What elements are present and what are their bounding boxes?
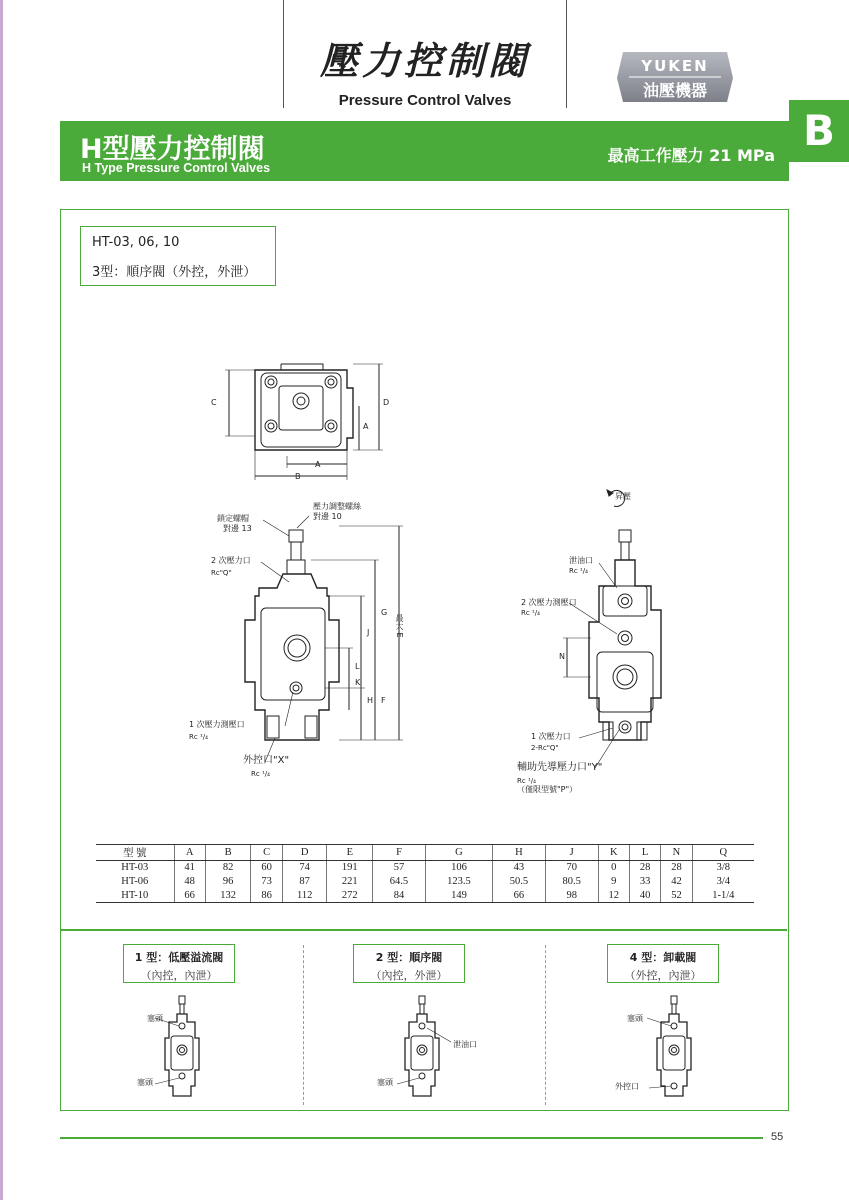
variant-drawings bbox=[61, 990, 790, 1105]
cell: 84 bbox=[373, 889, 426, 903]
adjust-screw-label: 壓力調整螺絲 bbox=[313, 502, 361, 511]
table-header-row bbox=[96, 845, 754, 861]
model-type: 3型：順序閥（外控，外泄） bbox=[92, 265, 257, 280]
aux-pilot-label: 輔助先導壓力口"Y" bbox=[517, 762, 603, 773]
cell: 9 bbox=[598, 875, 629, 889]
cell: 74 bbox=[282, 861, 327, 875]
valve-drawings bbox=[61, 210, 790, 830]
variant-box-type1 bbox=[123, 944, 235, 983]
cell: 112 bbox=[282, 889, 327, 903]
cell: 50.5 bbox=[493, 875, 546, 889]
dim-e-label: 最大 E bbox=[395, 614, 404, 638]
header-model: 型 號 bbox=[96, 845, 174, 861]
cell: 43 bbox=[493, 861, 546, 875]
dim-j-label: J bbox=[367, 628, 370, 637]
drain-port-label: 泄油口 bbox=[569, 556, 593, 565]
primary-port-label: 1 次壓力口 bbox=[531, 732, 571, 741]
cell: 1-1/4 bbox=[692, 889, 754, 903]
drain-thread-label: Rc ¹/₄ bbox=[569, 567, 588, 575]
secondary-gauge-thread-label: Rc ¹/₄ bbox=[521, 609, 540, 617]
cell: 66 bbox=[493, 889, 546, 903]
section-tab: B bbox=[789, 100, 849, 162]
main-panel bbox=[60, 209, 789, 1111]
cell: 96 bbox=[205, 875, 251, 889]
cell: 86 bbox=[251, 889, 282, 903]
header-g: G bbox=[425, 845, 492, 861]
aux-pilot-thread-label: Rc ¹/₄ bbox=[517, 777, 536, 785]
variant2-plug-label: 塞頭 bbox=[377, 1078, 393, 1087]
variant-name: 1 型：低壓溢流閥 bbox=[134, 951, 224, 964]
cell: 28 bbox=[661, 861, 692, 875]
page-subtitle: Pressure Control Valves bbox=[338, 92, 512, 109]
header-a: A bbox=[174, 845, 205, 861]
cell: 106 bbox=[425, 861, 492, 875]
variant1-plug-label: 塞頭 bbox=[147, 1014, 163, 1023]
cell: 132 bbox=[205, 889, 251, 903]
model-numbers: HT-03, 06, 10 bbox=[92, 235, 180, 250]
variant2-drain-label: 泄油口 bbox=[453, 1040, 477, 1049]
cell: 98 bbox=[545, 889, 598, 903]
cell: 57 bbox=[373, 861, 426, 875]
svg-text:油壓機器: 油壓機器 bbox=[642, 81, 708, 100]
ext-pilot-thread-label: Rc ¹/₄ bbox=[251, 770, 270, 778]
variant-name: 2 型：順序閥 bbox=[375, 951, 443, 964]
primary-gauge-thread-label: Rc ¹/₄ bbox=[189, 733, 208, 741]
footer-line bbox=[60, 1137, 763, 1139]
dim-a-label: A bbox=[315, 460, 321, 469]
header-c: C bbox=[251, 845, 282, 861]
variant-note: （內控，內泄） bbox=[140, 969, 218, 982]
cell: 42 bbox=[661, 875, 692, 889]
aux-pilot-note-label: （僅限型號"P"） bbox=[517, 785, 578, 794]
variant-note: （內控，外泄） bbox=[370, 969, 448, 982]
table-row bbox=[96, 889, 754, 903]
table-row bbox=[96, 861, 754, 875]
dim-c-label: C bbox=[211, 398, 217, 407]
cell: HT-10 bbox=[96, 889, 174, 903]
variant4-ext-pilot-label: 外控口 bbox=[615, 1082, 639, 1091]
cell: 80.5 bbox=[545, 875, 598, 889]
header-n: N bbox=[661, 845, 692, 861]
variant-name: 4 型：卸載閥 bbox=[629, 951, 697, 964]
header-e: E bbox=[327, 845, 373, 861]
cell: 66 bbox=[174, 889, 205, 903]
dim-g-label: G bbox=[381, 608, 388, 617]
variants-divider bbox=[61, 929, 787, 931]
header-f: F bbox=[373, 845, 426, 861]
cell: 191 bbox=[327, 861, 373, 875]
table-row bbox=[96, 875, 754, 889]
cell: 70 bbox=[545, 861, 598, 875]
cell: 48 bbox=[174, 875, 205, 889]
ext-pilot-label: 外控口"X" bbox=[243, 755, 290, 766]
page-title: 壓力控制閥 bbox=[319, 39, 530, 83]
primary-port-thread-label: 2-Rc"Q" bbox=[531, 744, 559, 752]
cell: 3/8 bbox=[692, 861, 754, 875]
cell: 221 bbox=[327, 875, 373, 889]
title-band bbox=[60, 121, 789, 181]
cell: 52 bbox=[661, 889, 692, 903]
cell: 149 bbox=[425, 889, 492, 903]
svg-text:YUKEN: YUKEN bbox=[641, 57, 709, 75]
secondary-port-label: 2 次壓力口 bbox=[211, 556, 251, 565]
rotate-label: 昇壓 bbox=[615, 492, 631, 501]
top-view-drawing bbox=[225, 364, 383, 480]
cell: 12 bbox=[598, 889, 629, 903]
header-d: D bbox=[282, 845, 327, 861]
lock-nut-size-label: 對邊 13 bbox=[223, 524, 252, 533]
page-edge-line bbox=[0, 0, 3, 1200]
lock-nut-label: 鎖定螺帽 bbox=[217, 514, 249, 523]
header-l: L bbox=[629, 845, 660, 861]
cell: 60 bbox=[251, 861, 282, 875]
dim-d-label: D bbox=[383, 398, 390, 407]
cell: 64.5 bbox=[373, 875, 426, 889]
cell: 73 bbox=[251, 875, 282, 889]
variant1-plug-label: 塞頭 bbox=[137, 1078, 153, 1087]
header-j: J bbox=[545, 845, 598, 861]
band-subtitle: H Type Pressure Control Valves bbox=[82, 161, 271, 175]
band-title: H型壓力控制閥 bbox=[80, 134, 265, 165]
variant4-plug-label: 塞頭 bbox=[627, 1014, 643, 1023]
dim-f-label: F bbox=[381, 696, 386, 705]
variant-box-type2 bbox=[353, 944, 465, 983]
adjust-screw-size-label: 對邊 10 bbox=[313, 512, 342, 521]
dim-k-label: K bbox=[355, 678, 361, 687]
cell: HT-06 bbox=[121, 876, 149, 887]
max-pressure: 最高工作壓力 21 MPa bbox=[607, 146, 775, 165]
cell: HT-03 bbox=[121, 862, 149, 874]
cell: 82 bbox=[205, 861, 251, 875]
primary-gauge-label: 1 次壓力測壓口 bbox=[189, 720, 245, 729]
variant-box-type4 bbox=[607, 944, 719, 983]
header-h: H bbox=[493, 845, 546, 861]
dim-b-label: B bbox=[295, 472, 301, 481]
cell: 3/4 bbox=[692, 875, 754, 889]
header-k: K bbox=[598, 845, 629, 861]
cell: 0 bbox=[598, 861, 629, 875]
dim-a-side-label: A bbox=[363, 422, 369, 431]
cell: 33 bbox=[629, 875, 660, 889]
dim-h-label: H bbox=[367, 696, 374, 705]
page-number: 55 bbox=[771, 1131, 784, 1143]
header-b: B bbox=[205, 845, 251, 861]
dim-l-label: L bbox=[355, 662, 360, 671]
cell: 272 bbox=[327, 889, 373, 903]
yuken-logo bbox=[617, 52, 733, 102]
header-q: Q bbox=[692, 845, 754, 861]
cell: 28 bbox=[629, 861, 660, 875]
cell: 123.5 bbox=[425, 875, 492, 889]
side-view-drawing bbox=[563, 490, 661, 768]
header-divider-right bbox=[566, 0, 567, 108]
dim-n-label: N bbox=[559, 652, 565, 661]
cell: 41 bbox=[174, 861, 205, 875]
cell: 40 bbox=[629, 889, 660, 903]
header-divider-left bbox=[283, 0, 284, 108]
spec-table bbox=[96, 844, 754, 903]
secondary-gauge-label: 2 次壓力測壓口 bbox=[521, 598, 577, 607]
secondary-port-thread-label: Rc"Q" bbox=[211, 569, 232, 577]
variant-note: （外控，內泄） bbox=[624, 969, 702, 982]
cell: 87 bbox=[282, 875, 327, 889]
front-view-drawing bbox=[245, 516, 403, 762]
